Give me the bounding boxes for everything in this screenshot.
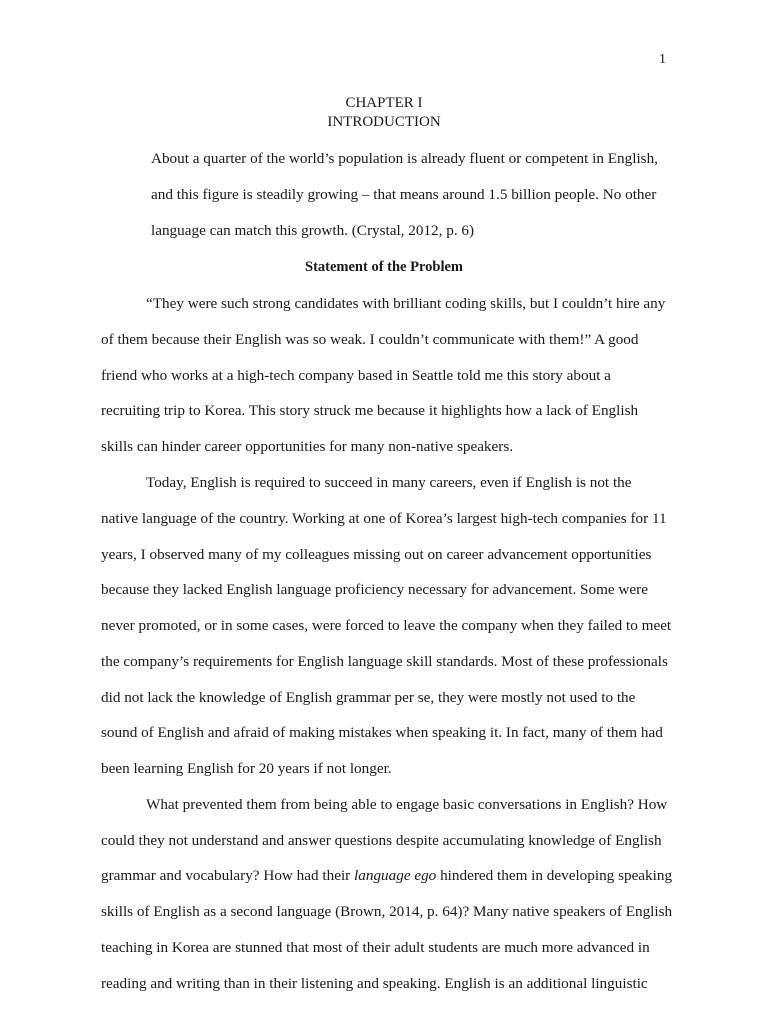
paragraph-line: years, I observed many of my colleagues missing out on career advancement opportunities xyxy=(101,546,652,563)
paragraph-line: of them because their English was so weak. I couldn’t communicate with them!” A good xyxy=(101,331,639,348)
quote-line: About a quarter of the world’s population is already fluent or competent in English, xyxy=(151,150,658,167)
paragraph-line: skills of English as a second language (Brown, 2014, p. 64)? Many native speakers of English xyxy=(101,903,673,920)
paragraph-line: never promoted, or in some cases, were forced to leave the company when they failed to meet xyxy=(101,617,672,634)
chapter-label: CHAPTER I xyxy=(345,95,423,111)
paragraph-line: recruiting trip to Korea. This story struck me because it highlights how a lack of English xyxy=(101,402,639,419)
text-run: hindered them in developing speaking xyxy=(436,867,673,884)
page-number: 1 xyxy=(659,52,666,67)
paragraph-line: did not lack the knowledge of English grammar per se, they were mostly not used to the xyxy=(101,689,636,706)
paragraph-line: the company’s requirements for English language skill standards. Most of these professionals xyxy=(101,653,668,670)
paragraph-line: sound of English and afraid of making mistakes when speaking it. In fact, many of them had xyxy=(101,724,663,741)
italic-term: language ego xyxy=(354,867,437,884)
paragraph-line: reading and writing than in their listening and speaking. English is an additional linguistic xyxy=(101,975,648,992)
paragraph-line: been learning English for 20 years if not longer. xyxy=(101,760,392,777)
paragraph-line: teaching in Korea are stunned that most of their adult students are much more advanced in xyxy=(101,939,650,956)
paragraph-line: native language of the country. Working at one of Korea’s largest high-tech companies for 11 xyxy=(101,510,667,527)
paragraph-line: skills can hinder career opportunities for many non-native speakers. xyxy=(101,438,514,455)
quote-line: and this figure is steadily growing – that means around 1.5 billion people. No other xyxy=(151,186,657,203)
paragraph-line: What prevented them from being able to engage basic conversations in English? How xyxy=(146,796,668,813)
paragraph-line: because they lacked English language proficiency necessary for advancement. Some were xyxy=(101,581,648,598)
paragraph-line xyxy=(101,866,672,886)
quote-line: language can match this growth. (Crystal, 2012, p. 6) xyxy=(151,222,475,239)
section-heading: Statement of the Problem xyxy=(305,259,463,275)
paragraph-line: friend who works at a high-tech company based in Seattle told me this story about a xyxy=(101,367,611,384)
text-run: grammar and vocabulary? How had their xyxy=(101,867,355,884)
paragraph-line: Today, English is required to succeed in many careers, even if English is not the xyxy=(146,474,632,491)
paragraph-line: could they not understand and answer questions despite accumulating knowledge of English xyxy=(101,832,662,849)
chapter-title: INTRODUCTION xyxy=(327,114,441,130)
chapter-heading xyxy=(0,94,768,132)
paragraph-line: “They were such strong candidates with brilliant coding skills, but I couldn’t hire any xyxy=(146,295,666,312)
